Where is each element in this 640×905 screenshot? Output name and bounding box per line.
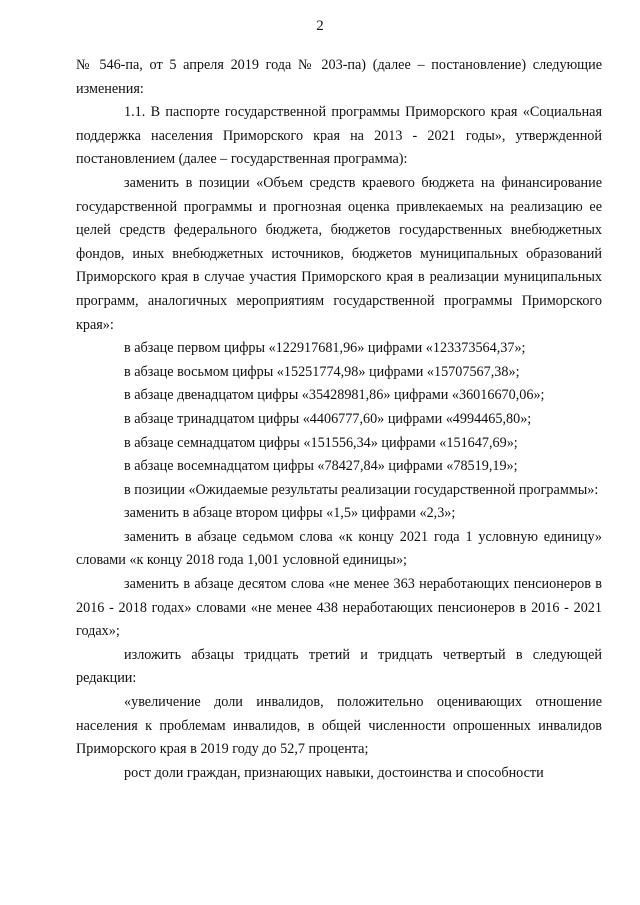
paragraph-abzac-1: в абзаце первом цифры «122917681,96» цифрами «123373564,37»;: [124, 340, 526, 357]
paragraph-quoted-citizens-share: рост доли граждан, признающих навыки, достоинства и способности: [124, 764, 544, 781]
paragraph-abzac-8: в абзаце восьмом цифры «15251774,98» цифрами «15707567,38»;: [124, 363, 520, 380]
paragraph-item-1-1: 1.1. В паспорте государственной программы Приморского края «Социальная поддержка населения Приморского края на 2013 - 2021 годы», утвержденной постановлением (далее – государственная программа):: [76, 104, 602, 168]
paragraph-abzac-18: в абзаце восемнадцатом цифры «78427,84» цифрами «78519,19»;: [124, 458, 518, 475]
paragraph-replace-abzac-7: заменить в абзаце седьмом слова «к концу 2021 года 1 условную единицу» словами «к концу 2018 года 1,001 условной единицы»;: [76, 528, 602, 569]
paragraph-continuation: № 546-па, от 5 апреля 2019 года № 203-па) (далее – постановление) следующие изменения:: [76, 57, 602, 97]
paragraph-replace-budget-position: заменить в позиции «Объем средств краевого бюджета на финансирование государственной программы и прогнозная оценка привлекаемых на реализацию ее целей средств федерального бюджета, бюджетов государственных внебюджетных фондов, иных внебюджетных источников, бюджетов муниципальных образований Приморского края в случае участия Приморского края в реализации муниципальных программ, аналогичных мероприятиям государственной программы Приморского края»:: [76, 174, 602, 333]
paragraph-expected-results-position: в позиции «Ожидаемые результаты реализации государственной программы»:: [124, 481, 599, 498]
paragraph-replace-abzac-10: заменить в абзаце десятом слова «не менее 363 неработающих пенсионеров в 2016 - 2018 годах» словами «не менее 438 неработающих пенсионеров в 2016 - 2021 годах»;: [76, 576, 602, 640]
paragraph-replace-abzac-2: заменить в абзаце втором цифры «1,5» цифрами «2,3»;: [124, 505, 456, 522]
paragraph-abzac-13: в абзаце тринадцатом цифры «4406777,60» цифрами «4994465,80»;: [124, 410, 532, 427]
paragraph-quoted-disability-share: «увеличение доли инвалидов, положительно оценивающих отношение населения к проблемам инвалидов, в общей численности опрошенных инвалидов Приморского края в 2019 году до 52,7 процента;: [76, 694, 602, 758]
paragraph-restate-abzacs: изложить абзацы тридцать третий и тридцать четвертый в следующей редакции:: [76, 646, 602, 687]
paragraph-abzac-12: в абзаце двенадцатом цифры «35428981,86» цифрами «36016670,06»;: [124, 387, 545, 404]
paragraph-abzac-17: в абзаце семнадцатом цифры «151556,34» цифрами «151647,69»;: [124, 434, 518, 451]
page-number: 2: [316, 18, 324, 34]
document-body: [76, 54, 602, 785]
